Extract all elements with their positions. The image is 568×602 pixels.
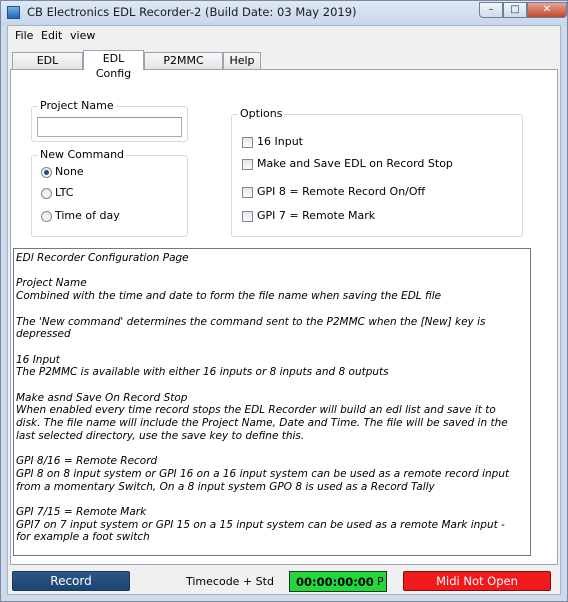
- window-title: CB Electronics EDL Recorder-2 (Build Date: 03 May 2019): [27, 5, 357, 19]
- radio-time-of-day[interactable]: [41, 211, 52, 222]
- timecode-value: 00:00:00:00: [296, 575, 374, 589]
- checkbox-16-input[interactable]: [242, 137, 253, 148]
- new-command-group: [31, 148, 188, 237]
- options-label: Options: [240, 107, 283, 120]
- timecode-label: Timecode + Std: [186, 575, 274, 588]
- checkbox-make-save-edl-label: Make and Save EDL on Record Stop: [257, 157, 453, 170]
- project-name-input[interactable]: [37, 117, 182, 137]
- title-bar[interactable]: [1, 1, 567, 25]
- tab-p2mmc-config[interactable]: P2MMC: [144, 52, 223, 69]
- checkbox-gpi7-remote-mark[interactable]: [242, 211, 253, 222]
- help-text: EDl Recorder Configuration Page Project Name Combined with the time and date to form the file name when saving the EDL file The 'New command' determines the command sent to the P2MMC when the [New] key is depressed 16 Input The P2MMC is available with either 16 inputs or 8 inputs and 8 outputs Make asnd Save On Record Stop When enabled every time record stops the EDL Recorder will build an edl list and save it to disk. The file name will include the Project Name, Date and Time. The file will be saved in the last selected directory, use the save key to define this. GPI 8/16 = Remote Record GPI 8 on 8 input system or GPI 16 on a 16 input system can be used as a remote record input from a momentary Switch, On a 8 input system GPO 8 is used as a Record Tally GPI 7/15 = Remote Mark GPI7 on 7 input system or GPI 15 on a 15 input system can be used as a remote Mark input - for example a foot switch: [16, 252, 510, 544]
- midi-status-button[interactable]: Midi Not Open: [403, 571, 551, 591]
- checkbox-gpi7-remote-mark-label: GPI 7 = Remote Mark: [257, 209, 376, 222]
- menu-edit[interactable]: Edit: [41, 29, 63, 42]
- record-button[interactable]: Record: [12, 571, 130, 591]
- menu-view[interactable]: view: [70, 29, 96, 42]
- menu-bar: [8, 26, 560, 45]
- status-bar: [8, 567, 560, 594]
- project-name-label: Project Name: [40, 99, 114, 112]
- checkbox-gpi8-remote-record[interactable]: [242, 187, 253, 198]
- new-command-label: New Command: [40, 148, 125, 161]
- minimize-button[interactable]: –: [479, 2, 503, 18]
- checkbox-gpi8-remote-record-label: GPI 8 = Remote Record On/Off: [257, 185, 426, 198]
- tab-strip: [8, 50, 560, 80]
- checkbox-make-save-edl[interactable]: [242, 159, 253, 170]
- tab-edl-recorder[interactable]: EDL: [12, 52, 83, 69]
- options-group: [231, 107, 523, 237]
- radio-ltc[interactable]: [41, 188, 52, 199]
- checkbox-16-input-label: 16 Input: [257, 135, 303, 148]
- timecode-display: [289, 571, 387, 592]
- maximize-button[interactable]: □: [503, 2, 527, 18]
- tab-help[interactable]: Help: [223, 52, 261, 69]
- tab-edl-config[interactable]: EDL Config: [83, 50, 144, 70]
- menu-file[interactable]: File: [15, 29, 34, 42]
- client-area: [7, 25, 561, 595]
- timecode-standard-flag: P: [377, 575, 384, 588]
- radio-ltc-label: LTC: [55, 186, 74, 199]
- radio-time-of-day-label: Time of day: [55, 209, 120, 222]
- project-name-group: [31, 99, 188, 142]
- radio-none[interactable]: [41, 167, 52, 178]
- app-icon: [7, 6, 20, 19]
- radio-none-label: None: [55, 165, 84, 178]
- edl-config-page: [10, 69, 558, 565]
- help-textarea[interactable]: [13, 248, 531, 556]
- close-button[interactable]: ✕: [527, 2, 567, 18]
